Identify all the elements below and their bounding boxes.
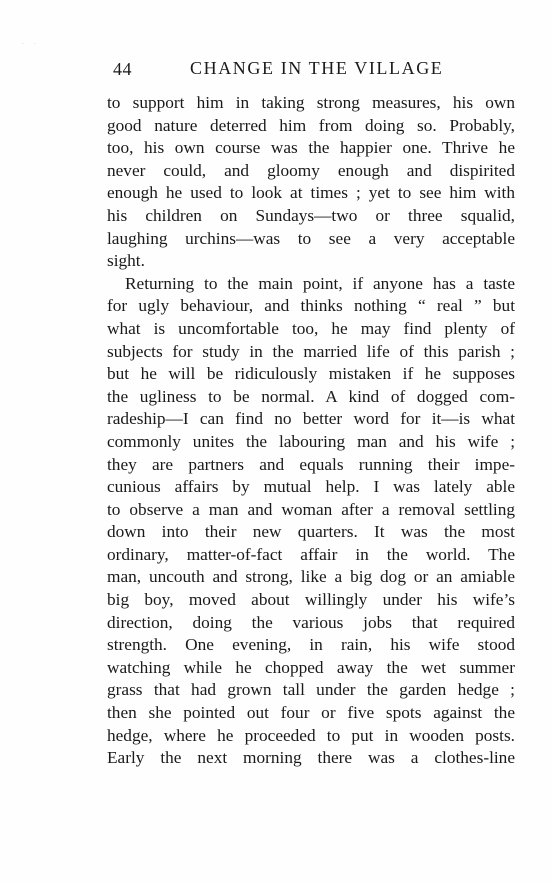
text-line: never could, and gloomy enough and dispirited	[107, 160, 515, 180]
body-text	[107, 92, 515, 770]
text-line: radeship—I can find no better word for it—is what	[107, 409, 515, 429]
text-line: strength. One evening, in rain, his wife stood	[107, 635, 515, 655]
text-line: to support him in taking strong measures, his own	[107, 93, 515, 112]
text-line: good nature deterred him from doing so. Probably,	[107, 115, 515, 135]
text-line: they are partners and equals running their impe-	[107, 454, 515, 474]
text-line: direction, doing the various jobs that required	[107, 612, 515, 632]
text-line: big boy, moved about willingly under his wife’s	[107, 590, 515, 610]
running-title: CHANGE IN THE VILLAGE	[190, 58, 444, 78]
running-head	[110, 58, 518, 84]
text-line: Early the next morning there was a clothes-line	[107, 748, 515, 768]
text-line: for ugly behaviour, and thinks nothing “ real ” but	[107, 296, 515, 316]
text-line: man, uncouth and strong, like a big dog or an amiable	[107, 567, 515, 587]
text-line: cunious affairs by mutual help. I was lately able	[107, 477, 515, 497]
text-line: what is uncomfortable too, he may find plenty of	[107, 318, 515, 338]
text-line: but he will be ridiculously mistaken if he supposes	[107, 364, 515, 384]
text-line: watching while he chopped away the wet summer	[107, 657, 515, 677]
text-line: laughing urchins—was to see a very acceptable	[107, 228, 515, 248]
text-line: to observe a man and woman after a removal settling	[107, 499, 515, 519]
page-speck-mark: · ·	[22, 41, 40, 48]
page-number: 44	[113, 59, 132, 79]
text-line: hedge, where he proceeded to put in wooden posts.	[107, 725, 515, 745]
text-line: then she pointed out four or five spots against the	[107, 703, 515, 723]
text-line: the ugliness to be normal. A kind of dogged com-	[107, 386, 515, 406]
text-line: sight.	[107, 251, 145, 271]
text-line: commonly unites the labouring man and his wife ;	[107, 431, 515, 451]
text-line: subjects for study in the married life of this parish ;	[107, 341, 515, 361]
text-line: enough he used to look at times ; yet to see him with	[107, 183, 515, 203]
text-line: ordinary, matter-of-fact affair in the world. The	[107, 544, 515, 564]
text-line: down into their new quarters. It was the most	[107, 522, 515, 542]
text-line: Returning to the main point, if anyone has a taste	[125, 273, 515, 293]
text-line: his children on Sundays—two or three squalid,	[107, 205, 515, 225]
text-line: too, his own course was the happier one. Thrive he	[107, 138, 515, 158]
text-line: grass that had grown tall under the garden hedge ;	[107, 680, 515, 700]
